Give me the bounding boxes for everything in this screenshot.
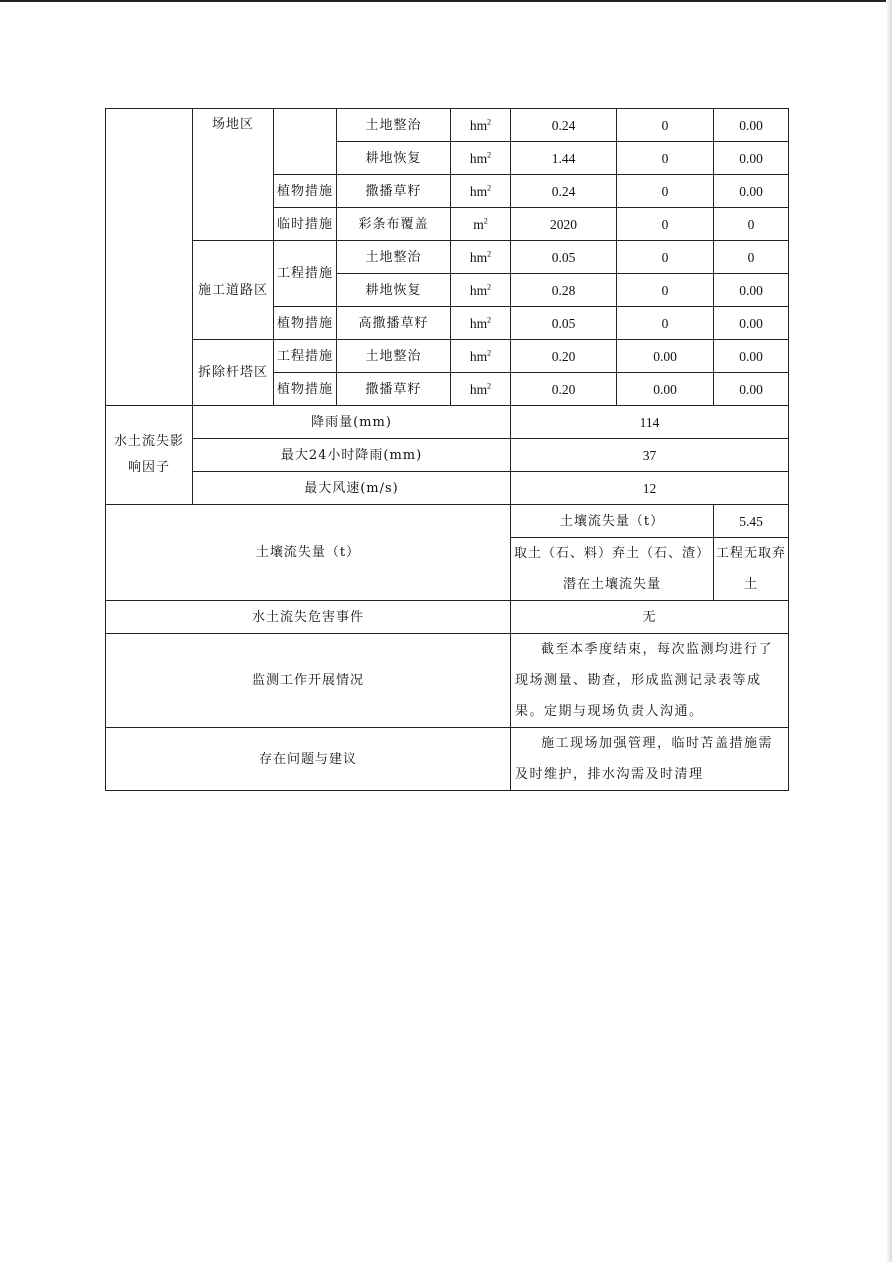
table-row	[106, 601, 789, 634]
table-row	[106, 109, 789, 142]
soil-loss-sub2-label: 取土（石、料）弃土（石、渣）潜在土壤流失量	[511, 538, 714, 601]
done-cell: 0	[617, 274, 714, 307]
pct-cell: 0	[714, 241, 789, 274]
pct-cell: 0.00	[714, 274, 789, 307]
planned-cell: 1.44	[511, 142, 617, 175]
table-row	[106, 634, 789, 728]
item-cell: 高撒播草籽	[337, 307, 451, 340]
factors-label: 水土流失影响因子	[106, 406, 193, 505]
planned-cell: 0.28	[511, 274, 617, 307]
zone-cell: 场地区	[193, 109, 274, 241]
planned-cell: 0.20	[511, 340, 617, 373]
item-cell: 土地整治	[337, 109, 451, 142]
category-cell: 植物措施	[274, 307, 337, 340]
unit-cell: $hm^2$	[451, 373, 511, 406]
category-cell	[274, 109, 337, 175]
max24-label: 最大24小时降雨(mm)	[193, 439, 511, 472]
monitoring-label: 监测工作开展情况	[106, 634, 511, 728]
planned-cell: 0.05	[511, 241, 617, 274]
unit-cell: $hm^2$	[451, 307, 511, 340]
item-cell: 耕地恢复	[337, 142, 451, 175]
pct-cell: 0	[714, 208, 789, 241]
issues-label: 存在问题与建议	[106, 728, 511, 791]
category-cell: 工程措施	[274, 241, 337, 307]
table-row	[106, 241, 789, 274]
planned-cell: 0.24	[511, 175, 617, 208]
rain-label: 降雨量(mm)	[193, 406, 511, 439]
done-cell: 0	[617, 307, 714, 340]
monitoring-table	[105, 108, 789, 791]
zone-cell: 拆除杆塔区	[193, 340, 274, 406]
done-cell: 0	[617, 142, 714, 175]
pct-cell: 0.00	[714, 373, 789, 406]
page-top-border	[0, 0, 892, 2]
rain-value: 114	[511, 406, 789, 439]
zone-cell: 施工道路区	[193, 241, 274, 340]
category-cell: 植物措施	[274, 373, 337, 406]
page-edge-shadow	[886, 0, 892, 1262]
done-cell: 0.00	[617, 373, 714, 406]
unit-cell: $m^2$	[451, 208, 511, 241]
item-cell: 土地整治	[337, 241, 451, 274]
issues-value: 施工现场加强管理，临时苫盖措施需及时维护，排水沟需及时清理	[511, 728, 789, 791]
wind-label: 最大风速(m/s)	[193, 472, 511, 505]
planned-cell: 0.24	[511, 109, 617, 142]
table-row	[106, 340, 789, 373]
unit-cell: $hm^2$	[451, 274, 511, 307]
done-cell: 0.00	[617, 340, 714, 373]
table-row	[106, 728, 789, 791]
wind-value: 12	[511, 472, 789, 505]
done-cell: 0	[617, 208, 714, 241]
unit-cell: $hm^2$	[451, 142, 511, 175]
soil-loss-sub1-label: 土壤流失量（t）	[511, 505, 714, 538]
pct-cell: 0.00	[714, 340, 789, 373]
item-cell: 土地整治	[337, 340, 451, 373]
done-cell: 0	[617, 109, 714, 142]
table-row	[106, 472, 789, 505]
monitoring-value: 截至本季度结束，每次监测均进行了现场测量、勘查，形成监测记录表等成果。定期与现场负责人沟通。	[511, 634, 789, 728]
category-cell: 植物措施	[274, 175, 337, 208]
unit-cell: $hm^2$	[451, 241, 511, 274]
category-cell: 临时措施	[274, 208, 337, 241]
done-cell: 0	[617, 241, 714, 274]
table-row	[106, 439, 789, 472]
unit-cell: $hm^2$	[451, 340, 511, 373]
planned-cell: 0.05	[511, 307, 617, 340]
soil-loss-sub2-value: 工程无取弃土	[714, 538, 789, 601]
unit-cell: $hm^2$	[451, 109, 511, 142]
table-row	[106, 505, 789, 538]
pct-cell: 0.00	[714, 307, 789, 340]
hazard-label: 水土流失危害事件	[106, 601, 511, 634]
pct-cell: 0.00	[714, 109, 789, 142]
planned-cell: 2020	[511, 208, 617, 241]
item-cell: 撒播草籽	[337, 175, 451, 208]
table-row	[106, 406, 789, 439]
max24-value: 37	[511, 439, 789, 472]
item-cell: 撒播草籽	[337, 373, 451, 406]
done-cell: 0	[617, 175, 714, 208]
item-cell: 彩条布覆盖	[337, 208, 451, 241]
soil-loss-label: 土壤流失量（t）	[106, 505, 511, 601]
unit-cell: $hm^2$	[451, 175, 511, 208]
category-cell: 工程措施	[274, 340, 337, 373]
blank-left-cell	[106, 109, 193, 406]
pct-cell: 0.00	[714, 142, 789, 175]
hazard-value: 无	[511, 601, 789, 634]
soil-loss-sub1-value: 5.45	[714, 505, 789, 538]
item-cell: 耕地恢复	[337, 274, 451, 307]
planned-cell: 0.20	[511, 373, 617, 406]
pct-cell: 0.00	[714, 175, 789, 208]
